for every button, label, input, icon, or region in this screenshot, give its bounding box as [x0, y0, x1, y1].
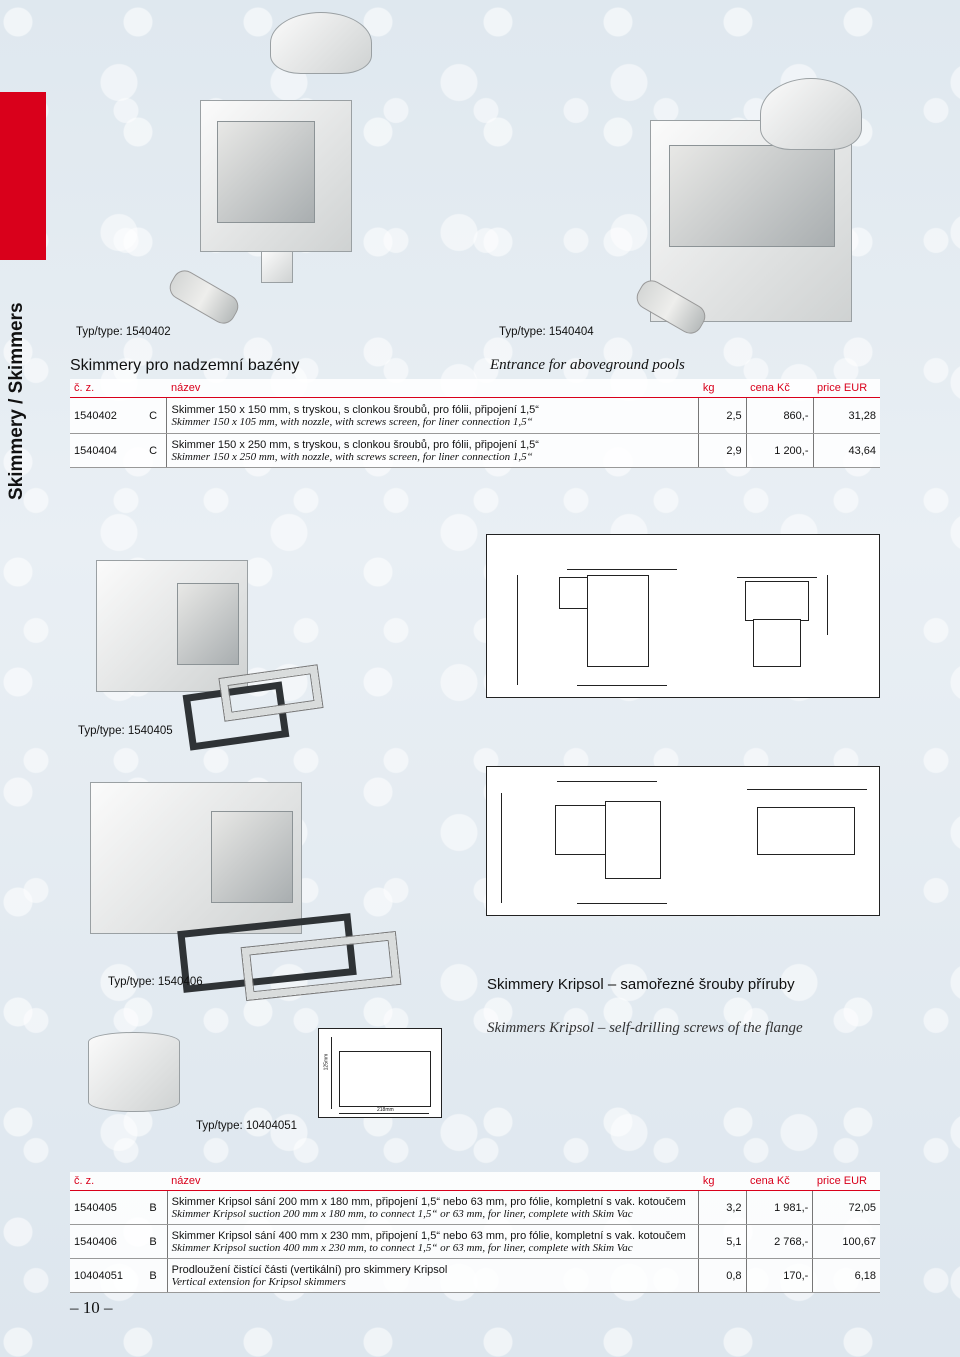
row-name-en: Skimmer 150 x 250 mm, with nozzle, with screws screen, for liner connection 1,5“	[171, 450, 533, 463]
col-header-code: č. z.	[70, 379, 145, 398]
skimmer-lid-1540402	[270, 12, 372, 74]
col-header-kg: kg	[699, 1172, 746, 1191]
table-row	[70, 1225, 880, 1259]
skimmer-photo-1540406	[90, 782, 302, 934]
row-kg: 2,5	[699, 398, 746, 434]
price-table-kripsol	[70, 1172, 880, 1293]
type-label-1540406: Typ/type: 1540406	[108, 976, 203, 988]
row-kg: 0,8	[699, 1259, 746, 1293]
table-row	[70, 434, 880, 468]
skimmer-photo-1540402	[200, 100, 352, 252]
row-kg: 2,9	[699, 434, 746, 468]
row-name-cz: Skimmer 150 x 250 mm, s tryskou, s clonkou šroubů, pro fólii, připojení 1,5“	[171, 438, 539, 451]
row-class: B	[145, 1259, 167, 1293]
row-name	[167, 1259, 699, 1293]
col-header-code: č. z.	[70, 1172, 145, 1191]
col-header-name: název	[167, 1172, 699, 1191]
row-name	[167, 1191, 699, 1225]
type-label-1540405: Typ/type: 1540405	[78, 725, 173, 737]
row-eur: 31,28	[813, 398, 880, 434]
row-czk: 860,-	[746, 398, 813, 434]
row-class: C	[145, 434, 167, 468]
row-kg: 5,1	[699, 1225, 746, 1259]
col-header-czk: cena Kč	[746, 1172, 813, 1191]
extension-dim-width: 218mm	[377, 1107, 394, 1113]
row-eur: 6,18	[813, 1259, 880, 1293]
row-eur: 100,67	[813, 1225, 880, 1259]
row-czk: 2 768,-	[746, 1225, 813, 1259]
extension-photo-10404051	[88, 1032, 180, 1112]
row-czk: 1 200,-	[746, 434, 813, 468]
row-name-cz: Skimmer Kripsol sání 400 mm x 230 mm, připojení 1,5“ nebo 63 mm, pro fólie, kompletní s vak. kotoučem	[171, 1229, 686, 1242]
section-title-vertical: Skimmery / Skimmers	[6, 302, 27, 500]
skimmer-photo-1540405	[96, 560, 248, 692]
extension-dim-height: 125mm	[323, 1053, 330, 1071]
row-class: C	[145, 398, 167, 434]
table-row	[70, 1191, 880, 1225]
price-table-aboveground	[70, 379, 880, 468]
table-row	[70, 398, 880, 434]
row-name-en: Vertical extension for Kripsol skimmers	[171, 1275, 346, 1288]
heading-aboveground-cz: Skimmery pro nadzemní bazény	[70, 357, 300, 374]
row-class: B	[145, 1225, 167, 1259]
table-row	[70, 1259, 880, 1293]
row-eur: 43,64	[813, 434, 880, 468]
page-number: – 10 –	[70, 1298, 113, 1317]
technical-drawing-1540405	[486, 534, 880, 698]
row-name-en: Skimmer Kripsol suction 400 mm x 230 mm, to connect 1,5“ or 63 mm, for liner, complete with Skim Vac	[171, 1241, 633, 1254]
row-eur: 72,05	[813, 1191, 880, 1225]
extension-drawing-10404051	[318, 1028, 442, 1118]
row-name-en: Skimmer 150 x 105 mm, with nozzle, with screws screen, for liner connection 1,5“	[171, 415, 533, 428]
col-header-kg: kg	[699, 379, 746, 398]
row-name-cz: Prodloužení čistící části (vertikální) pro skimmery Kripsol	[171, 1263, 448, 1276]
row-class: B	[145, 1191, 167, 1225]
row-name-cz: Skimmer 150 x 150 mm, s tryskou, s clonkou šroubů, pro fólii, připojení 1,5“	[171, 403, 539, 416]
row-code: 1540406	[70, 1225, 145, 1259]
row-name-cz: Skimmer Kripsol sání 200 mm x 180 mm, připojení 1,5“ nebo 63 mm, pro fólie, kompletní s vak. kotoučem	[171, 1195, 686, 1208]
col-header-name: název	[167, 379, 699, 398]
row-czk: 1 981,-	[746, 1191, 813, 1225]
col-header-eur: price EUR	[813, 1172, 880, 1191]
type-label-10404051: Typ/type: 10404051	[196, 1120, 298, 1132]
type-label-1540404: Typ/type: 1540404	[499, 326, 594, 338]
col-header-eur: price EUR	[813, 379, 880, 398]
heading-kripsol-cz: Skimmery Kripsol – samořezné šrouby příruby	[487, 976, 795, 993]
nozzle-photo-1540402	[165, 266, 242, 328]
col-header-czk: cena Kč	[746, 379, 813, 398]
technical-drawing-1540406	[486, 766, 880, 916]
type-label-1540402: Typ/type: 1540402	[76, 326, 171, 338]
row-czk: 170,-	[746, 1259, 813, 1293]
skimmer-lid-1540404	[760, 78, 862, 150]
heading-kripsol-en: Skimmers Kripsol – self-drilling screws of the flange	[487, 1020, 803, 1036]
heading-aboveground-en: Entrance for aboveground pools	[490, 357, 685, 373]
sidebar-accent-bar	[0, 92, 46, 260]
row-code: 1540402	[70, 398, 145, 434]
row-code: 10404051	[70, 1259, 145, 1293]
row-name	[167, 434, 699, 468]
row-code: 1540405	[70, 1191, 145, 1225]
row-name	[167, 1225, 699, 1259]
row-code: 1540404	[70, 434, 145, 468]
row-kg: 3,2	[699, 1191, 746, 1225]
row-name	[167, 398, 699, 434]
row-name-en: Skimmer Kripsol suction 200 mm x 180 mm, to connect 1,5“ or 63 mm, for liner, complete with Skim Vac	[171, 1207, 633, 1220]
skimmer-photo-1540404	[650, 120, 852, 322]
